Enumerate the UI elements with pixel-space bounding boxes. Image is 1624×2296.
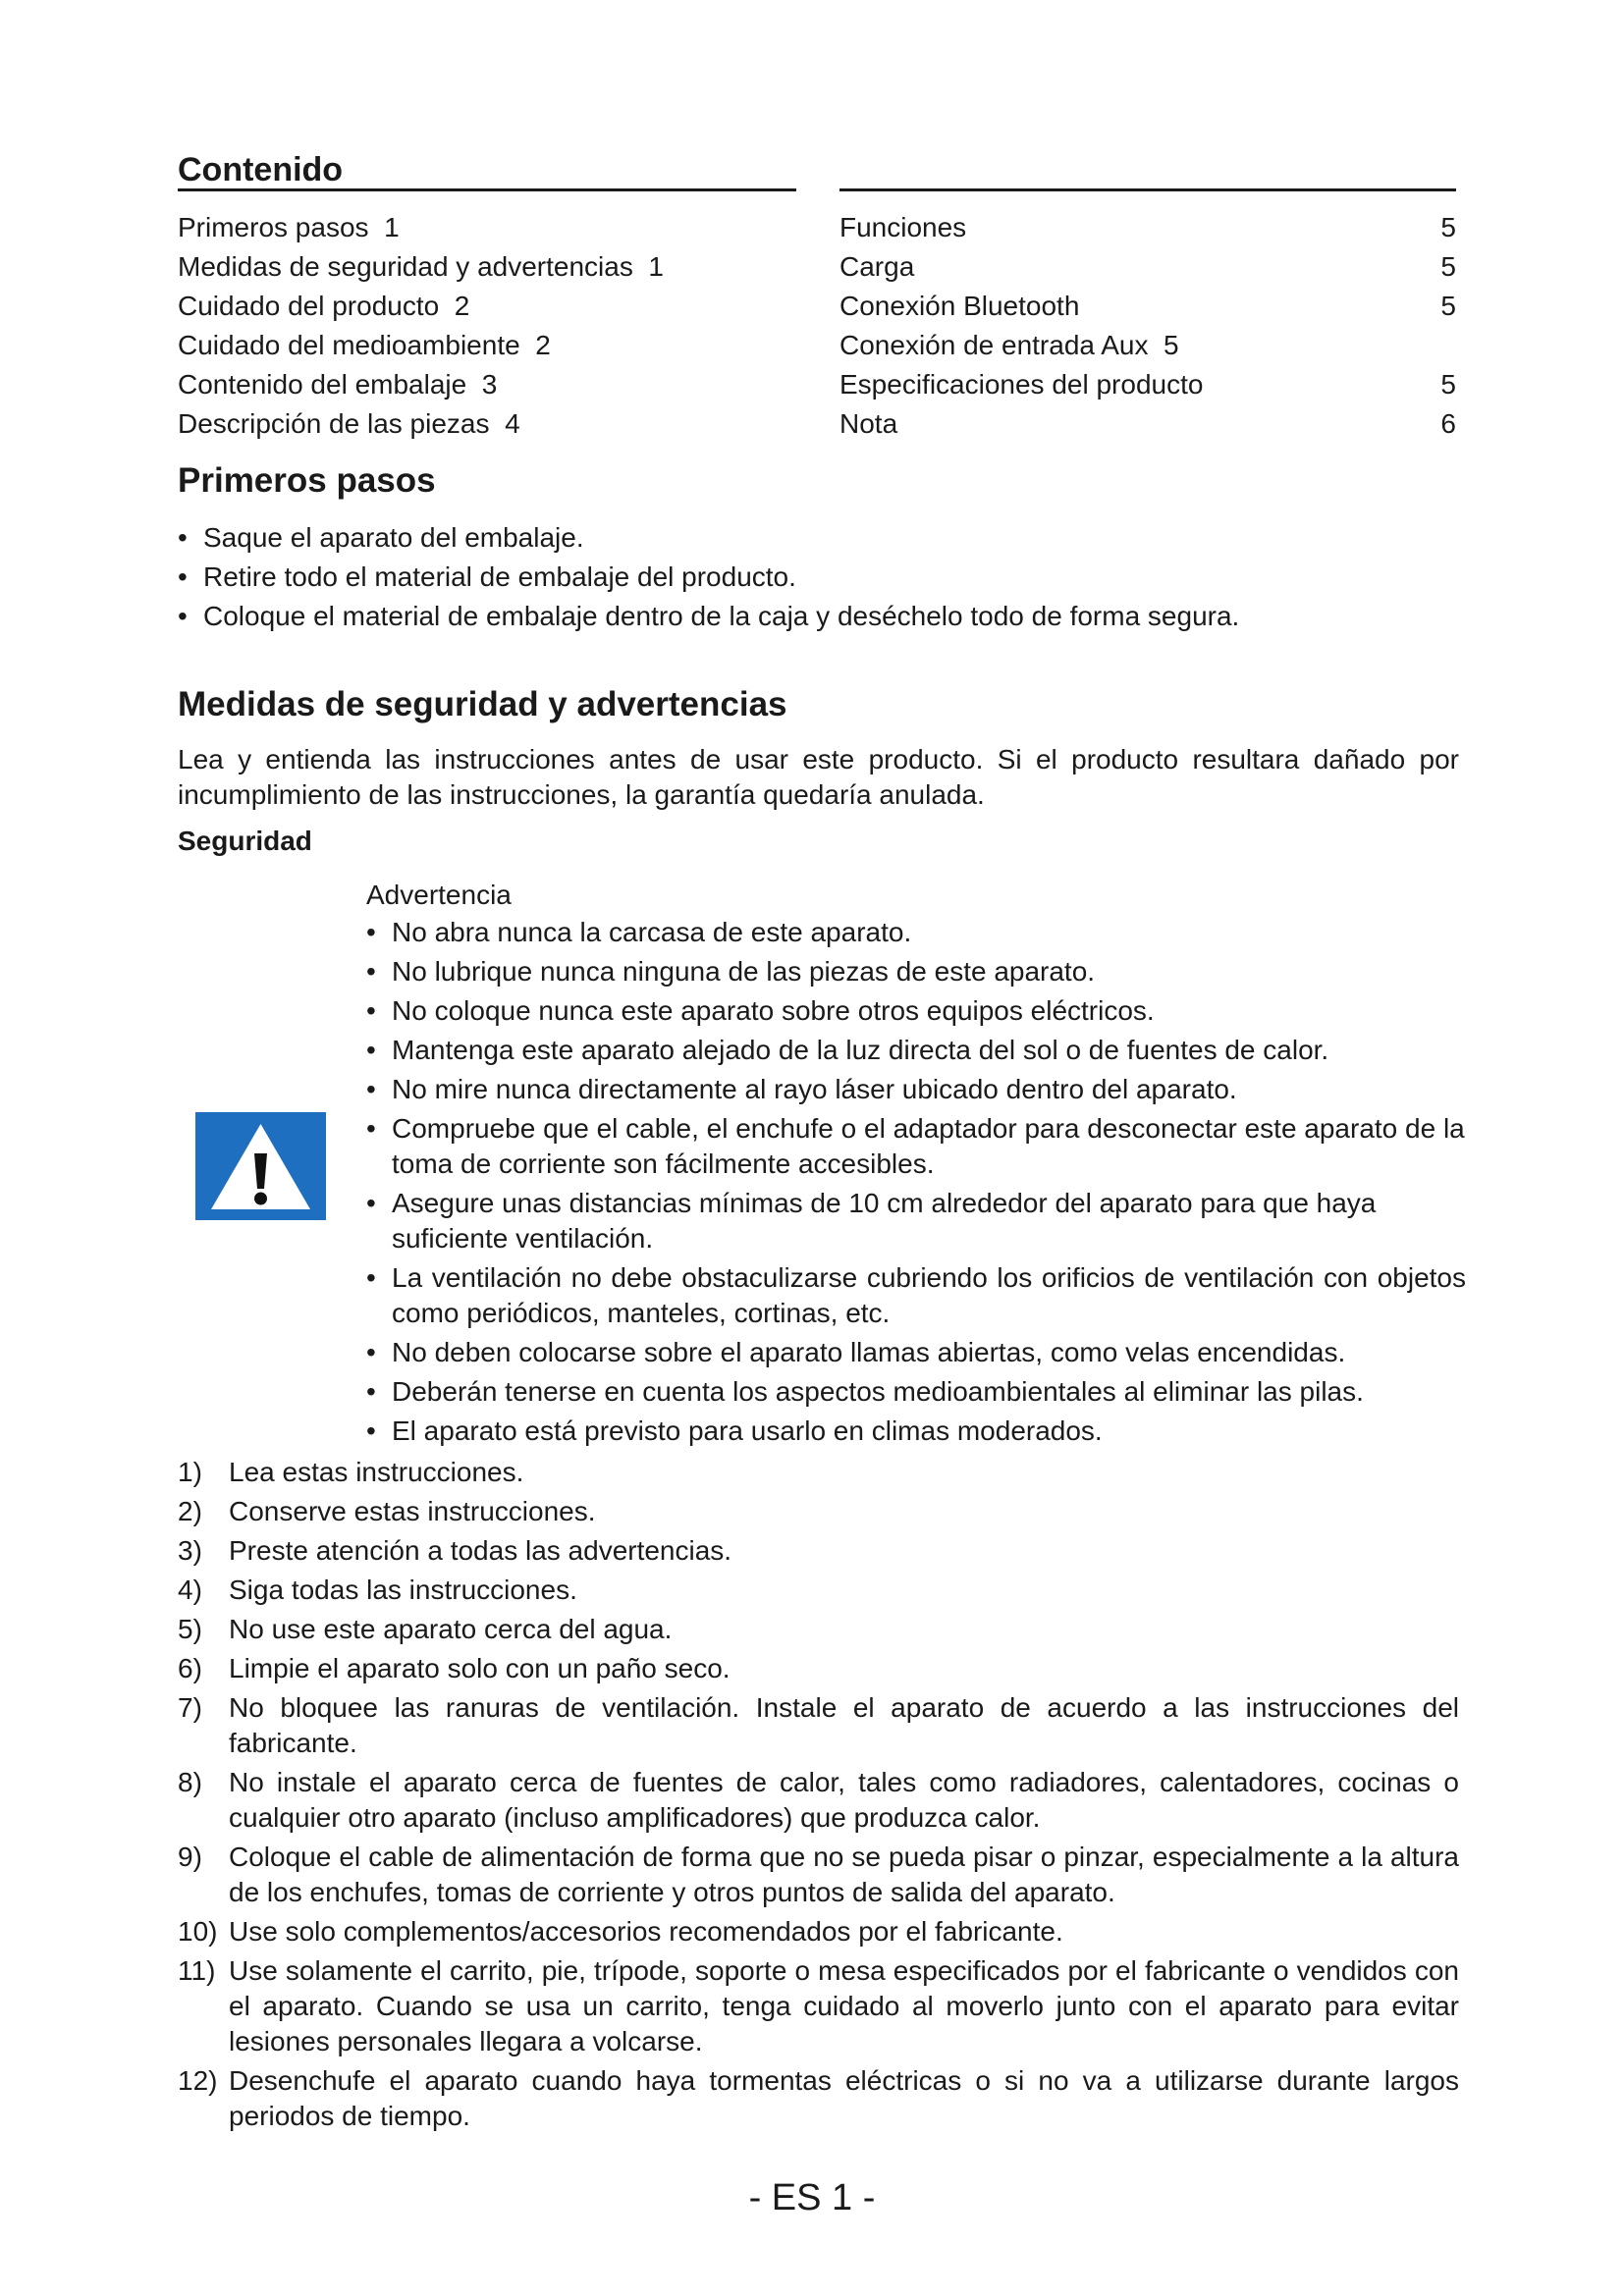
list-item: 7) No bloquee las ranuras de ventilación. Instale el aparato de acuerdo a las instrucciones del fabricante.	[178, 1692, 1459, 1758]
list-item: • Asegure unas distancias mínimas de 10 cm alrededor del aparato para que haya suficiente ventilación.	[366, 1188, 1377, 1254]
list-item: • Compruebe que el cable, el enchufe o el adaptador para desconectar este aparato de la toma de corriente son fácilmente accesibles.	[366, 1113, 1465, 1179]
list-item: 8) No instale el aparato cerca de fuentes de calor, tales como radiadores, calentadores, cocinas o cualquier otro aparato (incluso amplificadores) que produzca calor.	[178, 1767, 1459, 1833]
list-item: 11) Use solamente el carrito, pie, trípode, soporte o mesa especificados por el fabricante o vendidos con el aparato. Cuando se usa un carrito, tenga cuidado al moverlo junto con el aparato para evitar lesiones personales llegara a volcarse.	[178, 1955, 1459, 2056]
toc-item: Primeros pasos 1	[178, 212, 400, 242]
list-item: • Deberán tenerse en cuenta los aspectos medioambientales al eliminar las pilas.	[366, 1376, 1364, 1407]
toc-item: Cuidado del producto 2	[178, 291, 470, 321]
toc-item: Funciones 5	[839, 212, 1456, 242]
list-item: 4) Siga todas las instrucciones.	[178, 1575, 577, 1605]
page-number: - ES 1 -	[748, 2177, 876, 2218]
warning-label: Advertencia	[366, 880, 512, 910]
list-item: • Retire todo el material de embalaje del producto.	[178, 561, 796, 592]
instructions-list	[178, 1455, 1459, 2138]
list-item: • Mantenga este aparato alejado de la luz directa del sol o de fuentes de calor.	[366, 1035, 1329, 1065]
list-item: • No lubrique nunca ninguna de las piezas de este aparato.	[366, 956, 1096, 987]
list-item: 1) Lea estas instrucciones.	[178, 1457, 524, 1487]
warning-icon	[195, 1112, 326, 1220]
contents-rule-left	[178, 188, 796, 191]
toc-item: Carga 5	[839, 251, 1456, 282]
list-item: 10) Use solo complementos/accesorios recomendados por el fabricante.	[178, 1916, 1063, 1947]
list-item: • No mire nunca directamente al rayo láser ubicado dentro del aparato.	[366, 1074, 1237, 1104]
getting-started-list	[178, 518, 1459, 636]
toc-item: Conexión Bluetooth 5	[839, 291, 1456, 321]
list-item: • El aparato está previsto para usarlo en climas moderados.	[366, 1415, 1103, 1446]
list-item: • Saque el aparato del embalaje.	[178, 522, 584, 553]
contents-title: Contenido	[178, 151, 344, 188]
safety-title: Medidas de seguridad y advertencias	[178, 685, 787, 723]
safety-intro: Lea y entienda las instrucciones antes de usar este producto. Si el producto resultara dañado por incumplimiento de las instrucciones, la garantía quedaría anulada.	[178, 744, 1459, 810]
list-item: 12) Desenchufe el aparato cuando haya tormentas eléctricas o si no va a utilizarse durante largos periodos de tiempo.	[178, 2065, 1459, 2131]
warning-list	[366, 915, 1466, 1453]
toc-item: Especificaciones del producto 5	[839, 369, 1456, 400]
list-item: 6) Limpie el aparato solo con un paño seco.	[178, 1653, 731, 1683]
list-item: • Coloque el material de embalaje dentro de la caja y deséchelo todo de forma segura.	[178, 601, 1240, 631]
list-item: 5) No use este aparato cerca del agua.	[178, 1614, 673, 1644]
toc-item: Descripción de las piezas 4	[178, 408, 520, 439]
toc-item: Conexión de entrada Aux 5	[839, 330, 1179, 360]
list-item: • La ventilación no debe obstaculizarse cubriendo los orificios de ventilación con objetos como periódicos, manteles, cortinas, etc.	[366, 1262, 1466, 1328]
list-item: 9) Coloque el cable de alimentación de forma que no se pueda pisar o pinzar, especialmente a la altura de los enchufes, tomas de corriente y otros puntos de salida del aparato.	[178, 1842, 1459, 1907]
toc-item: Cuidado del medioambiente 2	[178, 330, 551, 360]
toc-item: Contenido del embalaje 3	[178, 369, 498, 400]
list-item: • No deben colocarse sobre el aparato llamas abiertas, como velas encendidas.	[366, 1337, 1346, 1367]
toc-item: Nota 6	[839, 408, 1456, 439]
list-item: • No abra nunca la carcasa de este aparato.	[366, 917, 912, 947]
toc-item: Medidas de seguridad y advertencias 1	[178, 251, 664, 282]
contents-right-list	[839, 208, 1456, 444]
safety-subtitle: Seguridad	[178, 826, 312, 856]
list-item: • No coloque nunca este aparato sobre otros equipos eléctricos.	[366, 995, 1155, 1026]
contents-rule-right	[839, 188, 1456, 191]
list-item: 2) Conserve estas instrucciones.	[178, 1496, 596, 1526]
list-item: 3) Preste atención a todas las advertencias.	[178, 1535, 732, 1566]
contents-left-list	[178, 208, 688, 444]
getting-started-title: Primeros pasos	[178, 461, 436, 500]
